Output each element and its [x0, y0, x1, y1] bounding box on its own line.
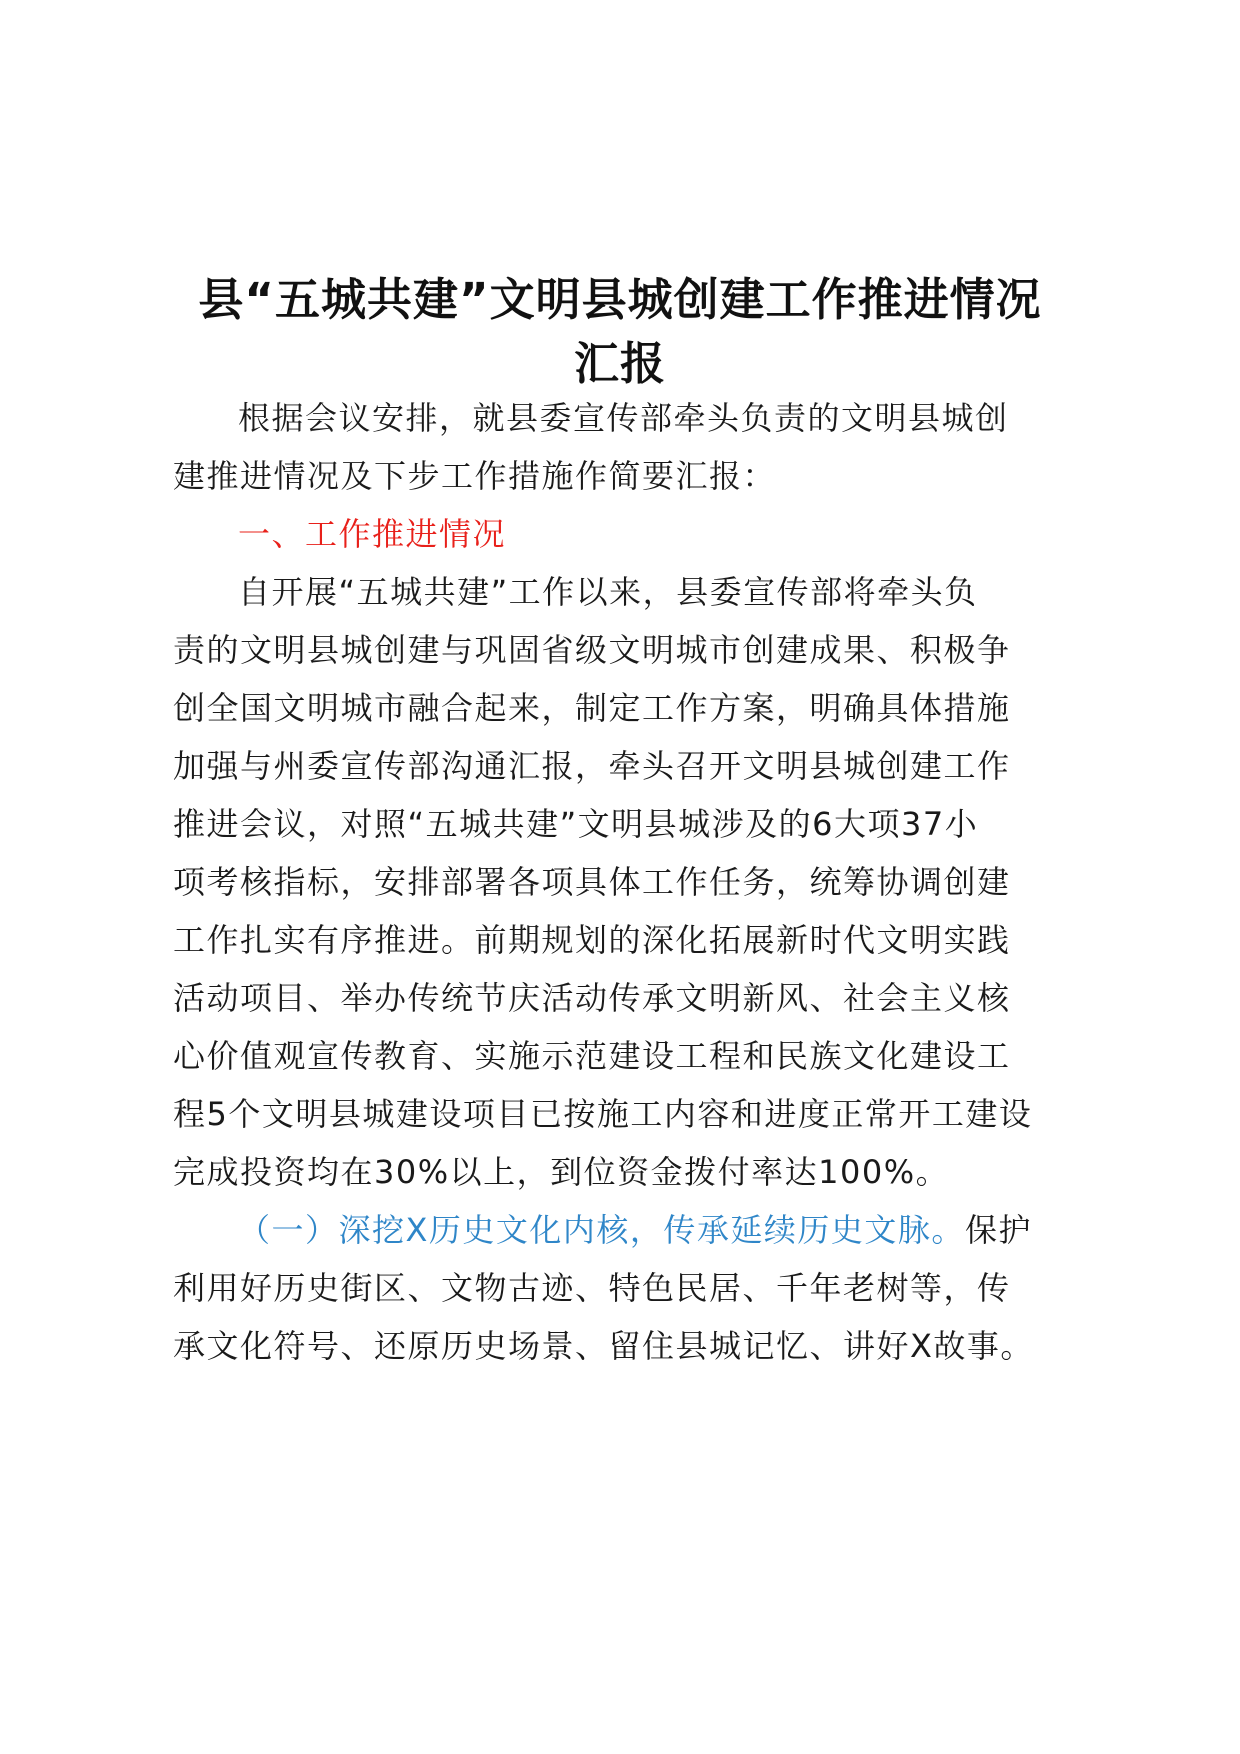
paragraph-line: 自开展“五城共建”工作以来，县委宣传部将牵头负	[238, 573, 978, 611]
paragraph-line: 程5个文明县城建设项目已按施工内容和进度正常开工建设	[173, 1095, 1033, 1133]
section-heading-1: 一、工作推进情况	[238, 515, 507, 553]
paragraph-line: 心价值观宣传教育、实施示范建设工程和民族文化建设工	[173, 1037, 1011, 1075]
paragraph-line: 创全国文明城市融合起来，制定工作方案，明确具体措施	[173, 689, 1011, 727]
paragraph-line: 活动项目、举办传统节庆活动传承文明新风、社会主义核	[173, 979, 1011, 1017]
paragraph-line: 责的文明县城创建与巩固省级文明城市创建成果、积极争	[173, 631, 1011, 669]
subsection-line-1	[238, 1198, 1178, 1262]
paragraph-line: 项考核指标，安排部署各项具体工作任务，统筹协调创建	[173, 863, 1011, 901]
subsection-first-line-rest: 保护	[964, 1211, 1032, 1249]
document-title-line-1: 县“五城共建”文明县城创建工作推进情况	[198, 273, 1042, 326]
paragraph-line: 利用好历史街区、文物古迹、特色民居、千年老树等，传	[173, 1269, 1011, 1307]
intro-line-1: 根据会议安排，就县委宣传部牵头负责的文明县城创	[238, 399, 1009, 437]
paragraph-line: 加强与州委宣传部沟通汇报，牵头召开文明县城创建工作	[173, 747, 1011, 785]
document-title-line-2: 汇报	[573, 337, 666, 390]
paragraph-line: 完成投资均在30%以上，到位资金拨付率达100%。	[173, 1153, 950, 1191]
intro-line-2: 建推进情况及下步工作措施作简要汇报：	[173, 457, 777, 495]
subsection-heading-1: （一）深挖X历史文化内核，传承延续历史文脉。	[238, 1211, 965, 1249]
paragraph-line: 推进会议，对照“五城共建”文明县城涉及的6大项37小	[173, 805, 979, 843]
paragraph-line: 工作扎实有序推进。前期规划的深化拓展新时代文明实践	[173, 921, 1011, 959]
paragraph-line: 承文化符号、还原历史场景、留住县城记忆、讲好X故事。	[173, 1327, 1034, 1365]
